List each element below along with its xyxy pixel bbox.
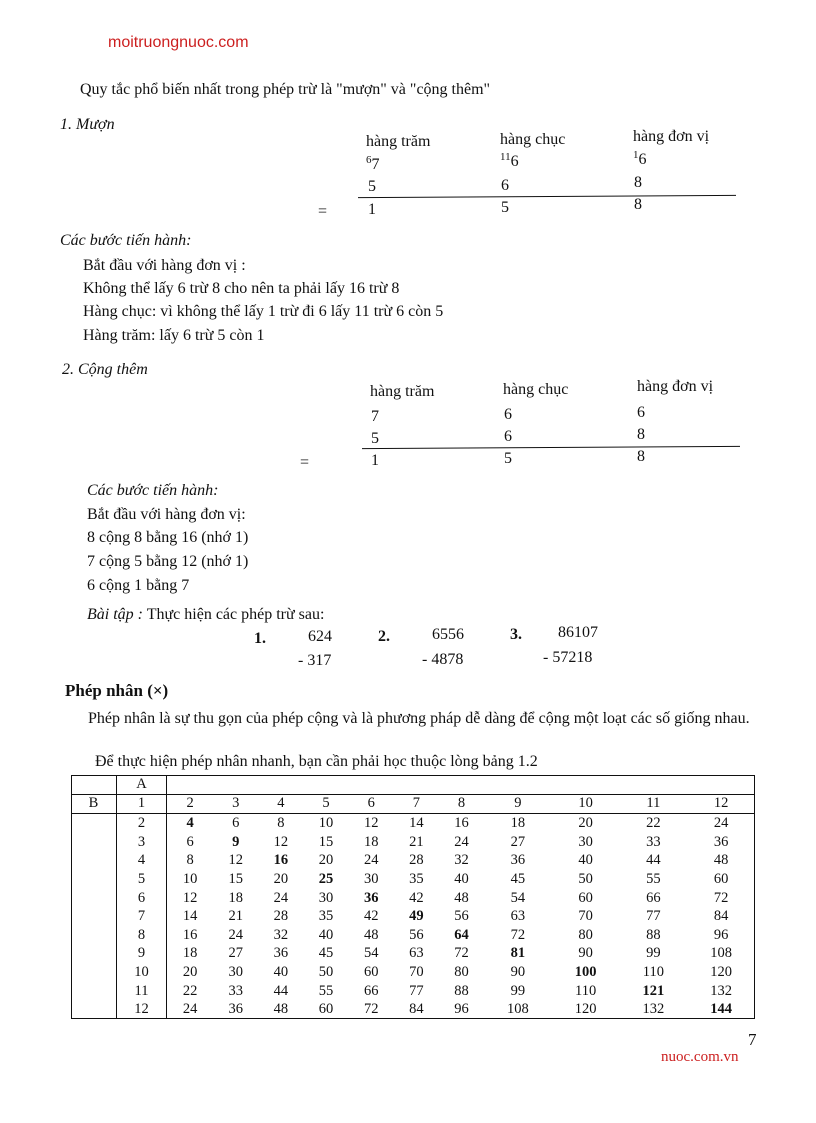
table-cell: 30 (228, 963, 244, 980)
table-cell: 120 (574, 1001, 597, 1018)
table-cell: 18 (228, 889, 244, 906)
table-empty-cell (167, 775, 214, 794)
table-row-label: 10 (117, 963, 167, 982)
table-empty-cell (303, 775, 348, 794)
table-cell: 110 (642, 963, 664, 980)
table-cell: 80 (578, 926, 593, 943)
s1-step: Bắt đầu với hàng đơn vị : (83, 257, 246, 274)
s2-header-units: hàng đơn vị (637, 378, 714, 395)
table-row (71, 963, 755, 982)
table-cell: 28 (409, 852, 424, 869)
s1-steps-title: Các bước tiến hành: (60, 232, 192, 249)
table-cell: 15 (318, 833, 334, 850)
s2-row1-hundreds: 7 (371, 408, 379, 425)
s2-row1-units: 6 (637, 404, 645, 421)
table-cell: 33 (228, 982, 244, 999)
s1-result-hundreds: 1 (368, 201, 376, 218)
table-header-cell: 4 (258, 794, 303, 814)
multiplication-heading: Phép nhân (×) (65, 681, 169, 700)
table-empty-cell (258, 775, 303, 794)
table-header-cell: 11 (619, 794, 687, 814)
table-header-cell: 9 (484, 794, 552, 814)
table-cell: 27 (510, 833, 526, 850)
table-cell: 20 (182, 963, 198, 980)
table-cell: 66 (646, 889, 661, 906)
table-cell: 36 (363, 889, 379, 906)
s2-header-hundreds: hàng trăm (370, 383, 435, 400)
watermark-bottom: nuoc.com.vn (661, 1049, 739, 1065)
table-cell: 12 (363, 815, 379, 832)
table-cell: 60 (363, 963, 379, 980)
table-corner-cell (71, 775, 117, 794)
table-cell: 66 (363, 982, 379, 999)
s2-row1-tens: 6 (504, 406, 512, 423)
table-empty-cell (213, 775, 258, 794)
table-row-spacer (71, 870, 117, 889)
exercise-intro: Bài tập : Thực hiện các phép trừ sau: (87, 606, 325, 623)
table-cell: 35 (318, 908, 334, 925)
table-cell: 56 (409, 926, 424, 943)
table-cell: 22 (182, 982, 198, 999)
s2-step: 7 cộng 5 bằng 12 (nhớ 1) (87, 553, 249, 570)
table-cell: 72 (510, 926, 526, 943)
exercise-3-number: 3. (510, 626, 522, 643)
s1-result-units: 8 (634, 196, 642, 213)
table-row (71, 814, 755, 833)
table-cell: 77 (646, 908, 661, 925)
table-cell: 110 (575, 982, 597, 999)
s1-equals: = (318, 203, 328, 220)
table-cell: 30 (578, 833, 593, 850)
table-row-a (71, 775, 755, 794)
table-cell: 88 (454, 982, 469, 999)
table-header-cell: 1 (117, 794, 167, 814)
table-cell: 60 (318, 1001, 334, 1018)
table-cell: 44 (273, 982, 289, 999)
table-cell: 99 (646, 945, 661, 962)
table-cell: 40 (454, 870, 469, 887)
multiplication-table (71, 775, 755, 1019)
table-row-spacer (71, 963, 117, 982)
table-cell: 72 (454, 945, 469, 962)
table-row-spacer (71, 945, 117, 964)
table-row-label: 2 (117, 814, 167, 833)
table-cell: 21 (228, 908, 244, 925)
table-cell: 36 (273, 945, 289, 962)
table-cell: 33 (646, 833, 661, 850)
table-cell: 96 (713, 926, 729, 943)
table-cell: 21 (409, 833, 424, 850)
table-cell: 10 (182, 870, 198, 887)
table-cell: 12 (182, 889, 198, 906)
watermark-top: moitruongnuoc.com (108, 34, 249, 51)
exercise-2-number: 2. (378, 628, 390, 645)
table-row-label: 9 (117, 945, 167, 964)
table-cell: 12 (273, 833, 289, 850)
s2-row2-hundreds: 5 (371, 430, 379, 447)
table-cell: 45 (318, 945, 334, 962)
table-cell: 70 (578, 908, 593, 925)
table-cell: 18 (510, 815, 526, 832)
table-cell: 30 (318, 889, 334, 906)
table-empty-cell (687, 775, 755, 794)
table-cell: 12 (228, 852, 244, 869)
table-cell: 28 (273, 908, 289, 925)
table-row-label: 3 (117, 833, 167, 852)
table-label-b: B (71, 794, 117, 814)
table-row-label: 11 (117, 982, 167, 1001)
table-header-cell: 6 (349, 794, 394, 814)
table-cell: 121 (642, 982, 665, 999)
table-row-label: 8 (117, 926, 167, 945)
table-cell: 40 (273, 963, 289, 980)
table-row (71, 870, 755, 889)
table-cell: 64 (454, 926, 469, 943)
exercise-2-bottom: - 4878 (422, 651, 464, 668)
exercise-2-top: 6556 (432, 626, 464, 643)
table-row-spacer (71, 982, 117, 1001)
table-cell: 63 (510, 908, 526, 925)
table-cell: 32 (454, 852, 469, 869)
table-row-spacer (71, 852, 117, 871)
table-cell: 44 (646, 852, 661, 869)
table-cell: 36 (510, 852, 526, 869)
table-empty-cell (439, 775, 484, 794)
table-row-label: 7 (117, 907, 167, 926)
table-cell: 6 (186, 833, 194, 850)
table-cell: 108 (507, 1001, 529, 1018)
s1-row2-units: 8 (634, 174, 642, 191)
table-cell: 49 (409, 908, 424, 925)
table-cell: 77 (409, 982, 424, 999)
table-row-spacer (71, 1000, 117, 1019)
table-row (71, 907, 755, 926)
s1-step: Hàng trăm: lấy 6 trừ 5 còn 1 (83, 327, 265, 344)
table-cell: 45 (510, 870, 526, 887)
s2-equals: = (300, 454, 310, 471)
s1-row2-tens: 6 (501, 177, 509, 194)
table-cell: 20 (578, 815, 593, 832)
table-cell: 24 (363, 852, 379, 869)
table-cell: 48 (363, 926, 379, 943)
table-cell: 42 (409, 889, 424, 906)
table-header-cell: 2 (167, 794, 214, 814)
table-cell: 54 (510, 889, 526, 906)
table-cell: 14 (182, 908, 198, 925)
table-cell: 24 (273, 889, 289, 906)
table-cell: 20 (273, 870, 289, 887)
table-cell: 96 (454, 1001, 469, 1018)
s1-row1-units: $^1$6 (633, 149, 647, 168)
s1-row2-hundreds: 5 (368, 178, 376, 195)
table-empty-cell (349, 775, 394, 794)
table-cell: 56 (454, 908, 469, 925)
table-row (71, 889, 755, 908)
table-row-label: 5 (117, 870, 167, 889)
section1-title: 1. Mượn (60, 116, 115, 133)
table-cell: 88 (646, 926, 661, 943)
table-cell: 144 (710, 1001, 732, 1018)
table-cell: 90 (578, 945, 593, 962)
multiplication-paragraph: Phép nhân là sự thu gọn của phép cộng và là phương pháp dễ dàng để cộng một loạt các số giống nhau. (88, 710, 750, 727)
table-row (71, 1000, 755, 1019)
table-cell: 36 (228, 1001, 244, 1018)
table-cell: 55 (318, 982, 334, 999)
table-cell: 50 (578, 870, 593, 887)
s1-row1-tens: $^{11}$6 (500, 151, 519, 170)
s1-result-tens: 5 (501, 199, 509, 216)
table-cell: 50 (318, 963, 334, 980)
table-cell: 10 (318, 815, 334, 832)
table-cell: 20 (318, 852, 334, 869)
table-header-cell: 12 (687, 794, 755, 814)
multiplication-table-note: Để thực hiện phép nhân nhanh, bạn cần phải học thuộc lòng bảng 1.2 (95, 753, 538, 770)
table-cell: 15 (228, 870, 244, 887)
table-cell: 24 (228, 926, 244, 943)
table-row (71, 982, 755, 1001)
table-header-cell: 8 (439, 794, 484, 814)
exercise-1-top: 624 (308, 628, 332, 645)
table-cell: 132 (642, 1001, 665, 1018)
s2-step: 6 cộng 1 bằng 7 (87, 577, 190, 594)
table-cell: 14 (409, 815, 424, 832)
table-row (71, 926, 755, 945)
table-cell: 24 (454, 833, 469, 850)
table-cell: 60 (713, 870, 729, 887)
s1-row1-hundreds: $^6$7 (366, 154, 380, 173)
table-cell: 81 (510, 945, 526, 962)
table-cell: 25 (318, 870, 334, 887)
table-cell: 6 (232, 815, 240, 832)
table-row-spacer (71, 907, 117, 926)
table-cell: 48 (713, 852, 729, 869)
table-cell: 4 (186, 815, 194, 832)
table-row (71, 833, 755, 852)
page-number: 7 (748, 1030, 757, 1049)
s1-header-hundreds: hàng trăm (366, 133, 431, 150)
table-cell: 32 (273, 926, 289, 943)
table-cell: 60 (578, 889, 593, 906)
table-cell: 24 (182, 1001, 198, 1018)
table-header-cell: 3 (213, 794, 258, 814)
s2-result-units: 8 (637, 448, 645, 465)
table-row (71, 945, 755, 964)
table-empty-cell (394, 775, 439, 794)
table-cell: 84 (713, 908, 729, 925)
table-cell: 84 (409, 1001, 424, 1018)
table-cell: 16 (273, 852, 289, 869)
table-cell: 16 (182, 926, 198, 943)
table-row-label: 4 (117, 852, 167, 871)
table-cell: 72 (363, 1001, 379, 1018)
table-row-spacer (71, 926, 117, 945)
table-row-spacer (71, 833, 117, 852)
table-cell: 18 (363, 833, 379, 850)
table-cell: 30 (363, 870, 379, 887)
s1-header-units: hàng đơn vị (633, 128, 710, 145)
table-row-spacer (71, 889, 117, 908)
table-cell: 9 (232, 833, 240, 850)
table-cell: 16 (454, 815, 469, 832)
table-header-row (71, 794, 755, 814)
table-cell: 8 (186, 852, 194, 869)
table-cell: 54 (363, 945, 379, 962)
exercise-1-bottom: - 317 (298, 652, 332, 669)
table-cell: 90 (510, 963, 526, 980)
table-cell: 120 (710, 963, 732, 980)
s2-result-hundreds: 1 (371, 452, 379, 469)
table-cell: 99 (510, 982, 526, 999)
table-cell: 48 (454, 889, 469, 906)
table-cell: 63 (409, 945, 424, 962)
s2-step: Bắt đầu với hàng đơn vị: (87, 506, 246, 523)
s1-header-tens: hàng chục (500, 131, 566, 148)
table-empty-cell (552, 775, 620, 794)
s1-sum-line (358, 195, 736, 198)
table-header-cell: 5 (303, 794, 348, 814)
table-empty-cell (484, 775, 552, 794)
s2-header-tens: hàng chục (503, 381, 569, 398)
table-cell: 72 (713, 889, 729, 906)
s1-step: Không thể lấy 6 trừ 8 cho nên ta phải lấy 16 trừ 8 (83, 280, 400, 297)
table-cell: 55 (646, 870, 661, 887)
exercise-3-bottom: - 57218 (543, 649, 593, 666)
table-cell: 80 (454, 963, 469, 980)
table-cell: 18 (182, 945, 198, 962)
table-label-a: A (117, 775, 167, 794)
table-cell: 27 (228, 945, 244, 962)
table-cell: 24 (713, 815, 729, 832)
table-cell: 108 (710, 945, 732, 962)
table-cell: 8 (277, 815, 285, 832)
table-row-label: 12 (117, 1000, 167, 1019)
table-cell: 48 (273, 1001, 289, 1018)
exercise-3-top: 86107 (558, 624, 598, 641)
table-cell: 70 (409, 963, 424, 980)
s2-row2-tens: 6 (504, 428, 512, 445)
table-cell: 100 (574, 963, 597, 980)
s2-sum-line (362, 446, 740, 449)
s1-step: Hàng chục: vì không thể lấy 1 trừ đi 6 lấy 11 trừ 6 còn 5 (83, 303, 444, 320)
s2-row2-units: 8 (637, 426, 645, 443)
table-row-label: 6 (117, 889, 167, 908)
s2-steps-title: Các bước tiến hành: (87, 482, 219, 499)
table-row-spacer (71, 814, 117, 833)
table-cell: 36 (713, 833, 729, 850)
table-row (71, 852, 755, 871)
table-cell: 132 (710, 982, 732, 999)
section2-title: 2. Cộng thêm (62, 361, 148, 378)
table-header-cell: 7 (394, 794, 439, 814)
table-cell: 35 (409, 870, 424, 887)
table-cell: 42 (363, 908, 379, 925)
s2-result-tens: 5 (504, 450, 512, 467)
table-empty-cell (619, 775, 687, 794)
table-cell: 40 (578, 852, 593, 869)
table-cell: 40 (318, 926, 334, 943)
table-cell: 22 (646, 815, 661, 832)
exercise-1-number: 1. (254, 630, 266, 647)
intro-text: Quy tắc phổ biến nhất trong phép trừ là "mượn" và "cộng thêm" (80, 81, 491, 98)
s2-step: 8 cộng 8 bằng 16 (nhớ 1) (87, 529, 249, 546)
table-header-cell: 10 (552, 794, 620, 814)
